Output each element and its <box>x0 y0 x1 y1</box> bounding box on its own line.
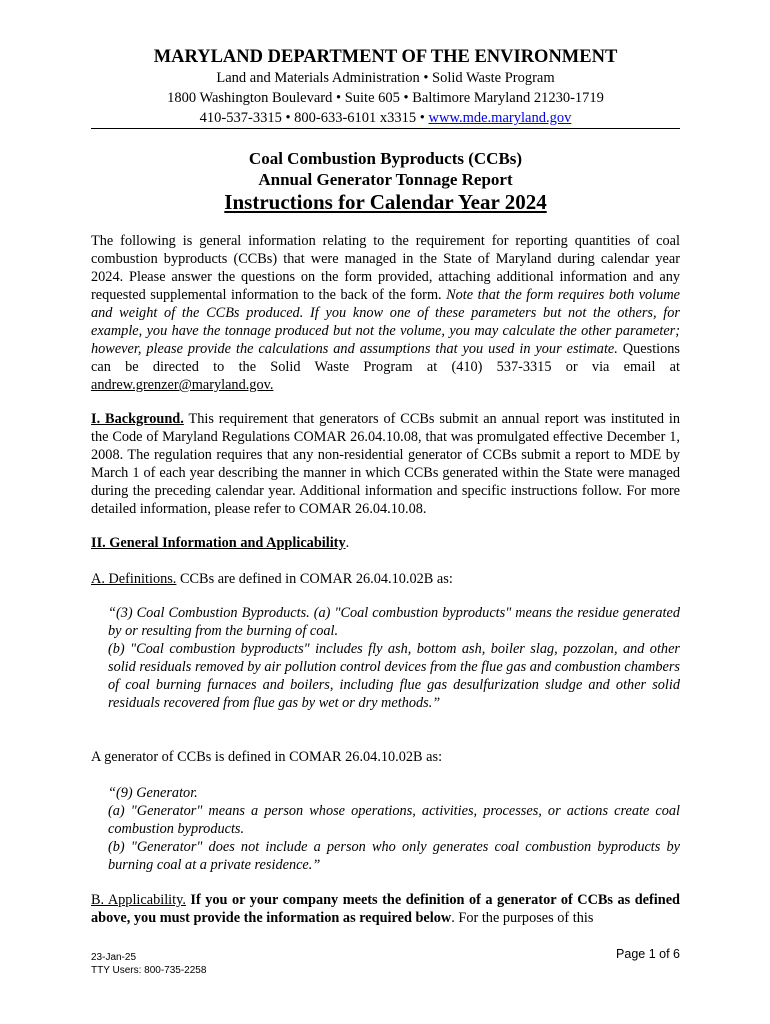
intro-text-a: The following is general information relating to the requirement for reporting quantities of coal combustion byproducts (CCBs) that were managed in the State of Maryland during calendar year 2024. Please answer the questions on the form provided, attaching additional information and any requested supplemental information to the back of the form. <box>91 233 680 303</box>
header-address: 1800 Washington Boulevard • Suite 605 • Baltimore Maryland 21230-1719 <box>167 90 604 106</box>
ccb-definition-quote <box>108 604 680 712</box>
generator-quote-c: (b) "Generator" does not include a person who only generates coal combustion byproducts by burning coal at a private residence.” <box>108 839 680 873</box>
footer-tty: TTY Users: 800-735-2258 <box>91 965 207 976</box>
applicability-paragraph <box>91 891 680 927</box>
definitions-paragraph <box>91 570 680 588</box>
background-text: This requirement that generators of CCBs submit an annual report was instituted in the Code of Maryland Regulations COMAR 26.04.10.08, that was promulgated effective December 1, 2008. The regulation requires that any non-residential generator of CCBs submit a report to MDE by March 1 of each year describing the manner in which CCBs generated within the State were managed during the preceding calendar year. Additional information and specific instructions follow. For more detailed information, please refer to COMAR 26.04.10.08. <box>91 411 680 517</box>
title-line-1: Coal Combustion Byproducts (CCBs) <box>248 149 523 168</box>
applicability-bold: If you or your company meets the definition of a generator of CCBs as defined above, you must provide the information as required below <box>91 892 681 926</box>
header-contact <box>91 110 680 127</box>
section-2-title: II. General Information and Applicability <box>91 535 346 551</box>
section-2-period: . <box>345 535 350 551</box>
intro-text-b: Questions can be directed to the Solid Waste Program at (410) 537-3315 or via email at <box>91 341 680 375</box>
header-divider <box>91 128 680 129</box>
background-heading: I. Background. <box>91 411 184 427</box>
page-number: Page 1 of 6 <box>616 947 680 961</box>
generator-quote-b: (a) "Generator" means a person whose operations, activities, processes, or actions create coal combustion byproducts. <box>108 803 680 837</box>
header-administration: Land and Materials Administration • Solid Waste Program <box>216 70 555 86</box>
applicability-text: . For the purposes of this <box>451 910 594 926</box>
generator-intro: A generator of CCBs is defined in COMAR 26.04.10.02B as: <box>91 749 443 765</box>
intro-note: Note that the form requires both volume and weight of the CCBs produced. If you know one of these parameters but not the others, for example, you have the tonnage produced but not the volume, you may calculate the other parameter; however, please provide the calculations and assumptions that you used in your estimate. <box>91 287 680 357</box>
agency-name: MARYLAND DEPARTMENT OF THE ENVIRONMENT <box>153 47 618 67</box>
header-phone: 410-537-3315 • 800-633-6101 x3315 • <box>199 110 429 126</box>
footer-left <box>91 951 206 977</box>
footer-date: 23-Jan-25 <box>91 952 137 963</box>
generator-quote-a: “(9) Generator. <box>108 785 198 801</box>
section-2-heading <box>91 535 349 552</box>
generator-definition-quote <box>108 784 680 874</box>
title-line-2: Annual Generator Tonnage Report <box>258 170 513 189</box>
title-line-3: Instructions for Calendar Year 2024 <box>224 190 547 214</box>
definitions-text: CCBs are defined in COMAR 26.04.10.02B as: <box>176 571 453 587</box>
contact-email-link[interactable]: andrew.grenzer@maryland.gov. <box>91 377 274 393</box>
applicability-label: B. Applicability. <box>91 892 186 908</box>
ccb-quote-a: “(3) Coal Combustion Byproducts. (a) "Coal combustion byproducts" means the residue generated by or resulting from the burning of coal. <box>108 605 680 639</box>
ccb-quote-b: (b) "Coal combustion byproducts" includes fly ash, bottom ash, boiler slag, pozzolan, and other solid residuals removed by air pollution control devices from the flue gas and combustion chambers of coal burning furnaces and boilers, including flue gas desulfurization sludge and other solid residuals recovered from flue gas by wet or dry methods.” <box>108 641 680 711</box>
background-paragraph <box>91 410 680 518</box>
definitions-label: A. Definitions. <box>91 571 177 587</box>
website-link[interactable]: www.mde.maryland.gov <box>428 110 572 126</box>
intro-paragraph <box>91 232 680 394</box>
